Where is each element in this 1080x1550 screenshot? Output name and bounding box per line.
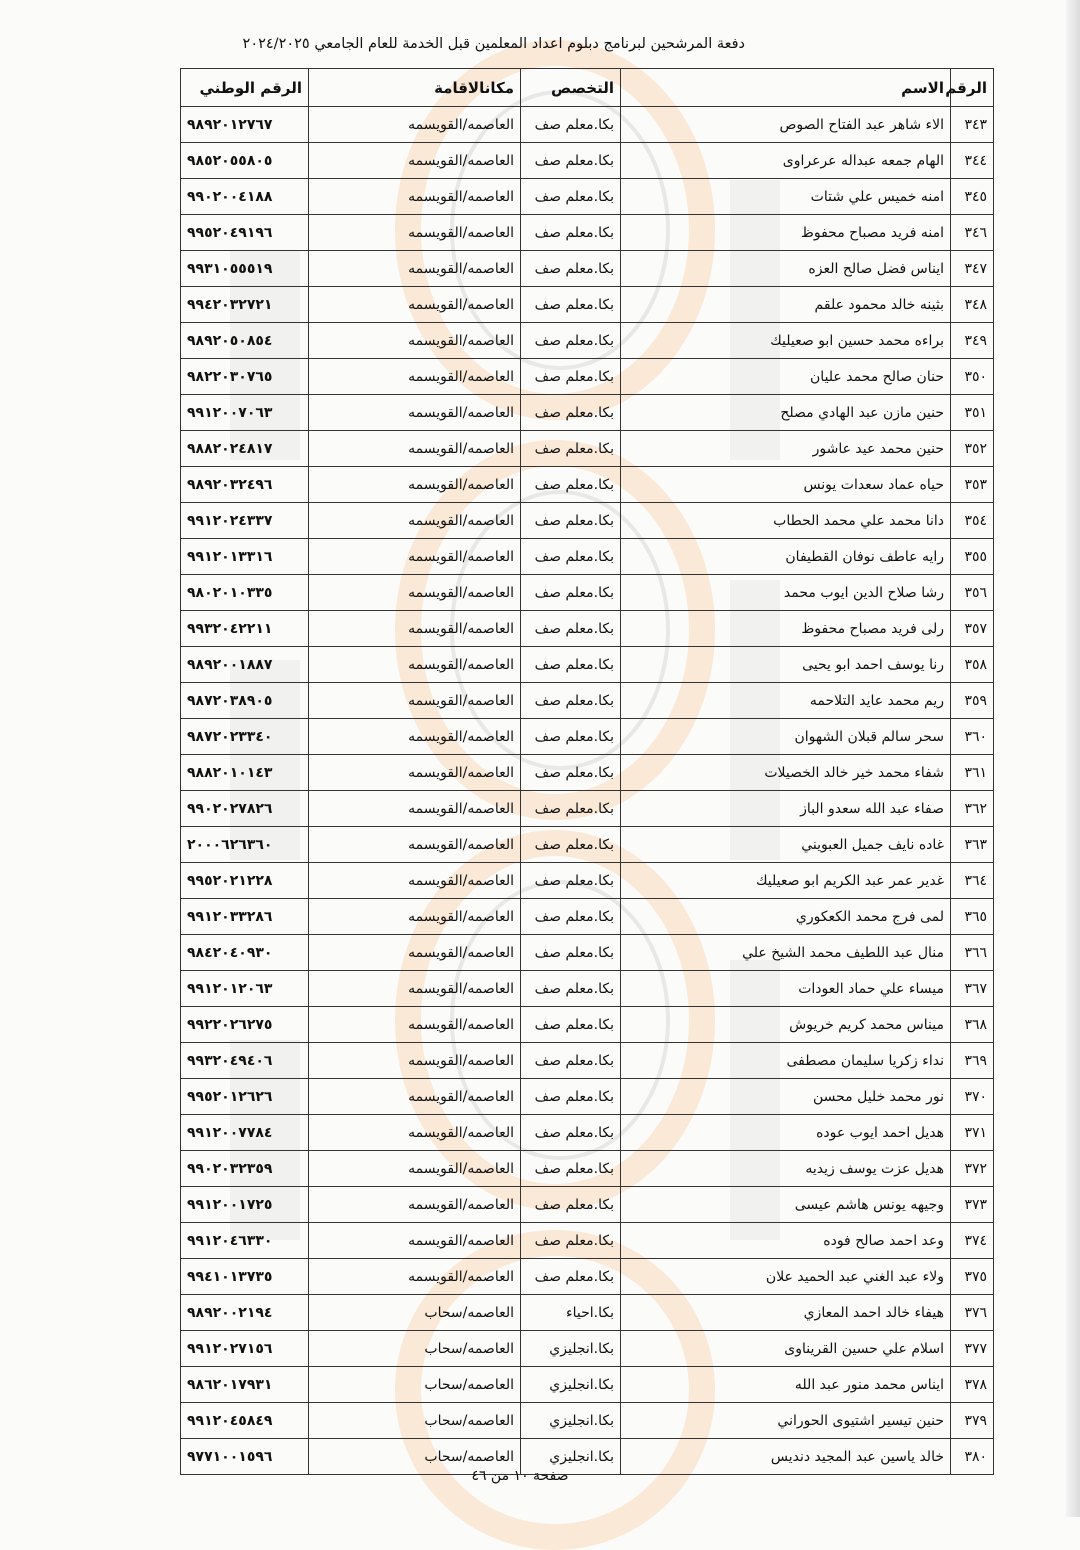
national-id: ٩٩٥٢٠٤٩١٩٦ [181, 215, 309, 251]
table-row [181, 323, 994, 359]
national-id: ٩٨٢٢٠٣٠٧٦٥ [181, 359, 309, 395]
row-number: ٣٧٠ [951, 1079, 994, 1115]
table-row [181, 827, 994, 863]
residence: العاصمه/القويسمه [309, 935, 521, 971]
table-row [181, 1187, 994, 1223]
specialty: بكا.معلم صف [521, 755, 621, 791]
candidate-name: رنا يوسف احمد ابو يحيى [621, 647, 951, 683]
table-row [181, 395, 994, 431]
row-number: ٣٦٢ [951, 791, 994, 827]
row-number: ٣٦٣ [951, 827, 994, 863]
specialty: بكا.معلم صف [521, 539, 621, 575]
national-id: ٩٩١٢٠٠١٧٢٥ [181, 1187, 309, 1223]
row-number: ٣٦٤ [951, 863, 994, 899]
table-row [181, 1079, 994, 1115]
candidate-name: شفاء محمد خير خالد الخصيلات [621, 755, 951, 791]
table-row [181, 1223, 994, 1259]
candidate-name: حنين تيسير اشتيوى الحوراني [621, 1403, 951, 1439]
national-id: ٩٩١٢٠٠٧٠٦٣ [181, 395, 309, 431]
row-number: ٣٦٥ [951, 899, 994, 935]
specialty: بكا.معلم صف [521, 215, 621, 251]
candidate-name: نور محمد خليل محسن [621, 1079, 951, 1115]
national-id: ٩٨٨٢٠٢٤٨١٧ [181, 431, 309, 467]
candidate-name: صفاء عبد الله سعدو الباز [621, 791, 951, 827]
residence: العاصمه/القويسمه [309, 179, 521, 215]
residence: العاصمه/القويسمه [309, 971, 521, 1007]
residence: العاصمه/القويسمه [309, 647, 521, 683]
candidate-name: ايناس محمد منور عبد الله [621, 1367, 951, 1403]
specialty: بكا.معلم صف [521, 683, 621, 719]
specialty: بكا.معلم صف [521, 395, 621, 431]
specialty: بكا.معلم صف [521, 1115, 621, 1151]
row-number: ٣٧٩ [951, 1403, 994, 1439]
header-specialty: التخصص [521, 69, 621, 107]
candidate-name: هيفاء خالد احمد المعازي [621, 1295, 951, 1331]
specialty: بكا.معلم صف [521, 467, 621, 503]
national-id: ٩٩٤٢٠٣٢٧٢١ [181, 287, 309, 323]
header-residence: مكانالاقامة [309, 69, 521, 107]
residence: العاصمه/القويسمه [309, 1007, 521, 1043]
specialty: بكا.معلم صف [521, 1187, 621, 1223]
candidate-name: رايه عاطف نوفان القطيفان [621, 539, 951, 575]
residence: العاصمه/القويسمه [309, 791, 521, 827]
specialty: بكا.انجليزي [521, 1331, 621, 1367]
specialty: بكا.معلم صف [521, 1151, 621, 1187]
table-row [181, 1007, 994, 1043]
specialty: بكا.معلم صف [521, 179, 621, 215]
residence: العاصمه/سحاب [309, 1367, 521, 1403]
table-row [181, 431, 994, 467]
national-id: ٩٩٣٢٠٤٢٢١١ [181, 611, 309, 647]
specialty: بكا.معلم صف [521, 827, 621, 863]
table-row [181, 863, 994, 899]
national-id: ٩٩٠٢٠٢٧٨٢٦ [181, 791, 309, 827]
specialty: بكا.معلم صف [521, 719, 621, 755]
residence: العاصمه/القويسمه [309, 863, 521, 899]
table-row [181, 1331, 994, 1367]
row-number: ٣٦٠ [951, 719, 994, 755]
candidate-name: غاده نايف جميل العبويني [621, 827, 951, 863]
table-header-row [181, 69, 994, 107]
national-id: ٩٩٣١٠٥٥٥١٩ [181, 251, 309, 287]
residence: العاصمه/سحاب [309, 1439, 521, 1475]
candidate-name: ميساء علي حماد العودات [621, 971, 951, 1007]
row-number: ٣٨٠ [951, 1439, 994, 1475]
residence: العاصمه/القويسمه [309, 1259, 521, 1295]
row-number: ٣٧٢ [951, 1151, 994, 1187]
table-row [181, 791, 994, 827]
national-id: ٩٩١٢٠٤٥٨٤٩ [181, 1403, 309, 1439]
residence: العاصمه/القويسمه [309, 323, 521, 359]
specialty: بكا.معلم صف [521, 1259, 621, 1295]
specialty: بكا.معلم صف [521, 1079, 621, 1115]
national-id: ٩٨٥٢٠٥٥٨٠٥ [181, 143, 309, 179]
page-edge-shadow [1066, 0, 1080, 1517]
specialty: بكا.احياء [521, 1295, 621, 1331]
specialty: بكا.معلم صف [521, 647, 621, 683]
residence: العاصمه/القويسمه [309, 107, 521, 143]
table-row [181, 539, 994, 575]
candidate-name: امنه خميس علي شتات [621, 179, 951, 215]
row-number: ٣٤٦ [951, 215, 994, 251]
specialty: بكا.معلم صف [521, 863, 621, 899]
candidate-name: رلى فريد مصباح محفوظ [621, 611, 951, 647]
row-number: ٣٥٠ [951, 359, 994, 395]
specialty: بكا.معلم صف [521, 431, 621, 467]
table-row [181, 1367, 994, 1403]
candidate-name: سحر سالم قبلان الشهوان [621, 719, 951, 755]
table-row [181, 1295, 994, 1331]
specialty: بكا.معلم صف [521, 1007, 621, 1043]
row-number: ٣٦٧ [951, 971, 994, 1007]
residence: العاصمه/القويسمه [309, 359, 521, 395]
specialty: بكا.معلم صف [521, 323, 621, 359]
row-number: ٣٦٦ [951, 935, 994, 971]
candidate-name: بثينه خالد محمود علقم [621, 287, 951, 323]
national-id: ٩٩٤١٠١٣٧٣٥ [181, 1259, 309, 1295]
residence: العاصمه/القويسمه [309, 719, 521, 755]
national-id: ٩٨٩٢٠٣٢٤٩٦ [181, 467, 309, 503]
specialty: بكا.معلم صف [521, 935, 621, 971]
candidate-name: ولاء عبد الغني عبد الحميد علان [621, 1259, 951, 1295]
residence: العاصمه/القويسمه [309, 827, 521, 863]
table-row [181, 1259, 994, 1295]
table-row [181, 179, 994, 215]
candidate-name: حياه عماد سعدات يونس [621, 467, 951, 503]
row-number: ٣٤٧ [951, 251, 994, 287]
residence: العاصمه/القويسمه [309, 395, 521, 431]
row-number: ٣٥٥ [951, 539, 994, 575]
specialty: بكا.معلم صف [521, 611, 621, 647]
candidates-table [180, 68, 994, 1475]
row-number: ٣٧٣ [951, 1187, 994, 1223]
header-name: الاسم [621, 69, 951, 107]
row-number: ٣٧٨ [951, 1367, 994, 1403]
specialty: بكا.معلم صف [521, 251, 621, 287]
candidate-name: خالد ياسين عبد المجيد دنديس [621, 1439, 951, 1475]
candidate-name: رشا صلاح الدين ايوب محمد [621, 575, 951, 611]
candidate-name: الاء شاهر عبد الفتاح الصوص [621, 107, 951, 143]
candidate-name: ميناس محمد كريم خريوش [621, 1007, 951, 1043]
national-id: ٩٩١٢٠٢٤٣٣٧ [181, 503, 309, 539]
candidate-name: امنه فريد مصباح محفوظ [621, 215, 951, 251]
table-row [181, 719, 994, 755]
candidate-name: ايناس فضل صالح العزه [621, 251, 951, 287]
specialty: بكا.معلم صف [521, 1223, 621, 1259]
table-row [181, 287, 994, 323]
row-number: ٣٦٩ [951, 1043, 994, 1079]
row-number: ٣٦٨ [951, 1007, 994, 1043]
row-number: ٣٥٢ [951, 431, 994, 467]
table-row [181, 1151, 994, 1187]
row-number: ٣٤٣ [951, 107, 994, 143]
residence: العاصمه/سحاب [309, 1403, 521, 1439]
candidate-name: الهام جمعه عبداله عرعراوى [621, 143, 951, 179]
residence: العاصمه/القويسمه [309, 143, 521, 179]
residence: العاصمه/القويسمه [309, 1187, 521, 1223]
candidate-name: هديل عزت يوسف زيديه [621, 1151, 951, 1187]
residence: العاصمه/سحاب [309, 1295, 521, 1331]
specialty: بكا.انجليزي [521, 1367, 621, 1403]
specialty: بكا.انجليزي [521, 1439, 621, 1475]
national-id: ٩٩١٢٠١٢٠٦٣ [181, 971, 309, 1007]
table-row [181, 143, 994, 179]
table-row [181, 755, 994, 791]
national-id: ٩٨٧٢٠٢٣٣٤٠ [181, 719, 309, 755]
table-row [181, 503, 994, 539]
national-id: ٢٠٠٠٦٢٦٣٦٠ [181, 827, 309, 863]
row-number: ٣٤٤ [951, 143, 994, 179]
table-row [181, 611, 994, 647]
table-row [181, 1115, 994, 1151]
row-number: ٣٥٣ [951, 467, 994, 503]
table-row [181, 1403, 994, 1439]
specialty: بكا.معلم صف [521, 503, 621, 539]
row-number: ٣٤٨ [951, 287, 994, 323]
specialty: بكا.معلم صف [521, 107, 621, 143]
residence: العاصمه/القويسمه [309, 215, 521, 251]
national-id: ٩٩٥٢٠١٢٦٢٦ [181, 1079, 309, 1115]
national-id: ٩٩٣٢٠٤٩٤٠٦ [181, 1043, 309, 1079]
residence: العاصمه/القويسمه [309, 431, 521, 467]
residence: العاصمه/القويسمه [309, 503, 521, 539]
residence: العاصمه/القويسمه [309, 539, 521, 575]
specialty: بكا.معلم صف [521, 575, 621, 611]
candidate-name: حنين مازن عبد الهادي مصلح [621, 395, 951, 431]
row-number: ٣٥٤ [951, 503, 994, 539]
table-row [181, 215, 994, 251]
residence: العاصمه/القويسمه [309, 1115, 521, 1151]
residence: العاصمه/القويسمه [309, 683, 521, 719]
row-number: ٣٥٨ [951, 647, 994, 683]
national-id: ٩٩١٢٠٤٦٣٣٠ [181, 1223, 309, 1259]
residence: العاصمه/القويسمه [309, 467, 521, 503]
row-number: ٣٦١ [951, 755, 994, 791]
national-id: ٩٩٠٢٠٠٤١٨٨ [181, 179, 309, 215]
table-row [181, 467, 994, 503]
residence: العاصمه/القويسمه [309, 755, 521, 791]
residence: العاصمه/القويسمه [309, 251, 521, 287]
specialty: بكا.معلم صف [521, 287, 621, 323]
candidate-name: هديل احمد ايوب عوده [621, 1115, 951, 1151]
page-number: صفحة ١٠ من ٤٦ [471, 1468, 569, 1484]
candidate-name: نداء زكريا سليمان مصطفى [621, 1043, 951, 1079]
row-number: ٣٧٧ [951, 1331, 994, 1367]
candidate-name: ريم محمد عايد التلاحمه [621, 683, 951, 719]
table-row [181, 107, 994, 143]
candidate-name: براءه محمد حسين ابو صعيليك [621, 323, 951, 359]
specialty: بكا.معلم صف [521, 359, 621, 395]
national-id: ٩٩٠٢٠٣٢٣٥٩ [181, 1151, 309, 1187]
specialty: بكا.معلم صف [521, 143, 621, 179]
row-number: ٣٧١ [951, 1115, 994, 1151]
national-id: ٩٨٦٢٠١٧٩٣١ [181, 1367, 309, 1403]
table-row [181, 251, 994, 287]
row-number: ٣٧٥ [951, 1259, 994, 1295]
residence: العاصمه/القويسمه [309, 1079, 521, 1115]
residence: العاصمه/القويسمه [309, 287, 521, 323]
document-title: دفعة المرشحين لبرنامج دبلوم اعداد المعلمين قبل الخدمة للعام الجامعي ٢٠٢٤/٢٠٢٥ [242, 36, 745, 52]
row-number: ٣٧٤ [951, 1223, 994, 1259]
table-row [181, 935, 994, 971]
national-id: ٩٨٤٢٠٤٠٩٣٠ [181, 935, 309, 971]
residence: العاصمه/القويسمه [309, 611, 521, 647]
candidate-name: حنين محمد عيد عاشور [621, 431, 951, 467]
candidate-name: لمى فرج محمد الكعكوري [621, 899, 951, 935]
national-id: ٩٨٩٢٠٠١٨٨٧ [181, 647, 309, 683]
national-id: ٩٨٩٢٠١٢٧٦٧ [181, 107, 309, 143]
national-id: ٩٩١٢٠١٣٣١٦ [181, 539, 309, 575]
national-id: ٩٩٥٢٠٢١٢٢٨ [181, 863, 309, 899]
table-row [181, 647, 994, 683]
specialty: بكا.معلم صف [521, 899, 621, 935]
candidate-name: دانا محمد علي محمد الحطاب [621, 503, 951, 539]
candidate-name: وعد احمد صالح فوده [621, 1223, 951, 1259]
residence: العاصمه/القويسمه [309, 899, 521, 935]
row-number: ٣٧٦ [951, 1295, 994, 1331]
national-id: ٩٨٩٢٠٠٢١٩٤ [181, 1295, 309, 1331]
candidate-name: وجيهه يونس هاشم عيسى [621, 1187, 951, 1223]
table-row [181, 359, 994, 395]
national-id: ٩٩١٢٠٣٣٢٨٦ [181, 899, 309, 935]
row-number: ٣٥٩ [951, 683, 994, 719]
specialty: بكا.معلم صف [521, 971, 621, 1007]
row-number: ٣٥٦ [951, 575, 994, 611]
header-national-id: الرقم الوطني [181, 69, 309, 107]
header-number: الرقم [951, 69, 994, 107]
residence: العاصمه/القويسمه [309, 575, 521, 611]
table-row [181, 575, 994, 611]
row-number: ٣٥٧ [951, 611, 994, 647]
table-row [181, 971, 994, 1007]
residence: العاصمه/القويسمه [309, 1043, 521, 1079]
national-id: ٩٩١٢٠٠٧٧٨٤ [181, 1115, 309, 1151]
table-row [181, 899, 994, 935]
national-id: ٩٨٩٢٠٥٠٨٥٤ [181, 323, 309, 359]
residence: العاصمه/القويسمه [309, 1223, 521, 1259]
table-row [181, 683, 994, 719]
row-number: ٣٥١ [951, 395, 994, 431]
row-number: ٣٤٥ [951, 179, 994, 215]
national-id: ٩٩١٢٠٢٧١٥٦ [181, 1331, 309, 1367]
national-id: ٩٩٢٢٠٢٦٢٧٥ [181, 1007, 309, 1043]
national-id: ٩٨٠٢٠١٠٣٣٥ [181, 575, 309, 611]
candidate-name: حنان صالح محمد عليان [621, 359, 951, 395]
row-number: ٣٤٩ [951, 323, 994, 359]
candidate-name: غدير عمر عبد الكريم ابو صعيليك [621, 863, 951, 899]
residence: العاصمه/القويسمه [309, 1151, 521, 1187]
residence: العاصمه/سحاب [309, 1331, 521, 1367]
specialty: بكا.معلم صف [521, 1043, 621, 1079]
candidate-name: منال عبد اللطيف محمد الشيخ علي [621, 935, 951, 971]
candidate-name: اسلام علي حسين القريناوى [621, 1331, 951, 1367]
specialty: بكا.معلم صف [521, 791, 621, 827]
table-row [181, 1043, 994, 1079]
national-id: ٩٨٧٢٠٣٨٩٠٥ [181, 683, 309, 719]
specialty: بكا.انجليزي [521, 1403, 621, 1439]
national-id: ٩٧٧١٠٠١٥٩٦ [181, 1439, 309, 1475]
national-id: ٩٨٨٢٠١٠١٤٣ [181, 755, 309, 791]
